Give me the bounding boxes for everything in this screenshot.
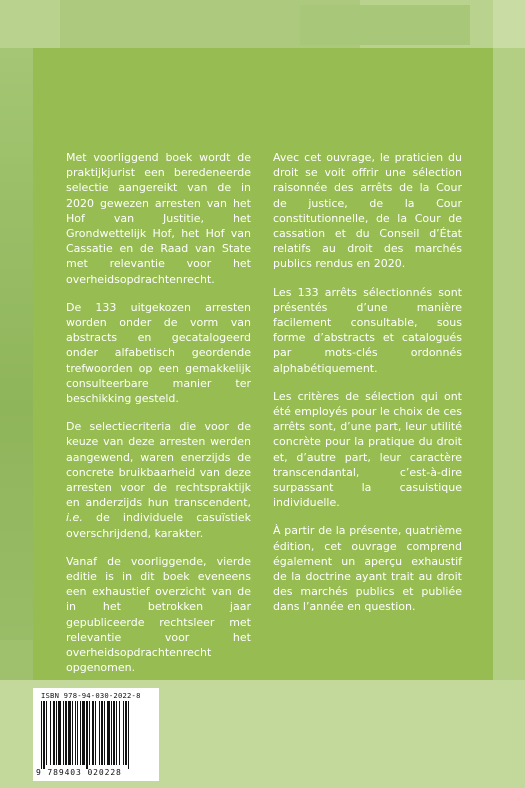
barcode-bar: [50, 701, 51, 765]
barcode-bar: [92, 701, 94, 765]
barcode-bar: [86, 701, 88, 769]
barcode-bar: [56, 701, 57, 765]
barcode-bar: [111, 701, 112, 765]
barcode-bar: [89, 701, 90, 765]
barcode-bar: [65, 701, 67, 765]
french-paragraph-4: À partir de la présente, quatrième édition, cet ouvrage comprend également un aperçu exhaustif de la doctrine ayant trait au droit des marchés publics et publiée dans l’année en question.: [273, 524, 462, 614]
barcode-bar: [46, 701, 47, 765]
barcode-bar: [75, 701, 76, 765]
barcode-bar: [80, 701, 81, 765]
barcode-bar: [43, 701, 45, 769]
barcode-bar: [116, 701, 117, 765]
french-column: [273, 150, 462, 628]
dutch-paragraph-4: Vanaf de voorliggende, vierde editie is in dit boek eveneens een exhaustief overzicht van de in het betrokken jaar gepubliceerde rechtsleer met relevantie voor het overheidsopdrachtenrecht opgenomen.: [66, 554, 251, 675]
barcode-bar: [119, 701, 120, 765]
barcode-bar: [53, 701, 55, 765]
dutch-paragraph-3: [66, 419, 251, 541]
barcode-bar: [63, 701, 64, 765]
dutch-paragraph-2: De 133 uitgekozen arresten worden onder de vorm van abstracts en gecatalogeerd onder alfabetisch geordende trefwoorden op een gemakkelijk consulteerbare manier ter beschikking gesteld.: [66, 300, 251, 406]
right-edge-strip: [493, 48, 525, 788]
isbn-label: ISBN 978-94-030-2022-8: [41, 691, 141, 700]
barcode-bar: [107, 701, 110, 765]
barcode-bar: [101, 701, 103, 765]
dutch-paragraph-3-italic: i.e.: [66, 511, 83, 525]
barcode-bar: [125, 701, 127, 765]
french-paragraph-3: Les critères de sélection qui ont été employés pour le choix de ces arrêts sont, d’une part, leur utilité concrète pour la pratique du droit et, d’autre part, leur caractère transcendantal, c’est-à-dire surpassant la casuistique individuelle.: [273, 389, 462, 510]
french-paragraph-2: Les 133 arrêts sélectionnés sont présentés d’une manière facilement consultable, sous forme d’abstracts et catalogués par mots-clés ordonnés alphabétiquement.: [273, 285, 462, 375]
top-corner-strip: [493, 0, 525, 48]
dutch-paragraph-3-part2: de individuele casuïstiek overschrijdend, karakter.: [66, 511, 251, 540]
dutch-paragraph-3-part1: De selectiecriteria die voor de keuze van deze arresten werden aangewend, waren enerzijds de concrete bruikbaarheid van deze arresten voor de rechtspraktijk en anderzijds hun transcendent,: [66, 420, 251, 510]
barcode-bar: [82, 701, 85, 765]
french-paragraph-1: Avec cet ouvrage, le praticien du droit se voit offrir une sélection raisonnée des arrêts de la Cour de justice, de la Cour constitutionnelle, de la Cour de cassation et du Conseil d’État relatifs au droit des marchés publics rendus en 2020.: [273, 151, 462, 271]
isbn-barcode: [33, 688, 159, 781]
barcode-bar: [113, 701, 115, 765]
dutch-paragraph-1: Met voorliggend boek wordt de praktijkjurist een beredeneerde selectie aangereikt van de in 2020 gewezen arresten van het Hof van Justitie, het Grondwettelijk Hof, het Hof van Cassatie en de Raad van State met relevantie voor het overheidsopdrachtenrecht.: [66, 151, 251, 286]
barcode-bar: [123, 701, 124, 765]
barcode-digits: 9 789403 020228: [36, 768, 122, 777]
barcode-bar: [104, 701, 105, 765]
barcode-bar: [95, 701, 96, 765]
barcode-bar: [128, 701, 129, 769]
barcode-bar: [68, 701, 71, 765]
barcode-bar: [77, 701, 78, 765]
dutch-column: [66, 150, 251, 689]
barcode-bar: [58, 701, 61, 765]
barcode-bar: [72, 701, 73, 765]
barcode-bar: [99, 701, 100, 765]
barcode-bar: [41, 701, 42, 769]
